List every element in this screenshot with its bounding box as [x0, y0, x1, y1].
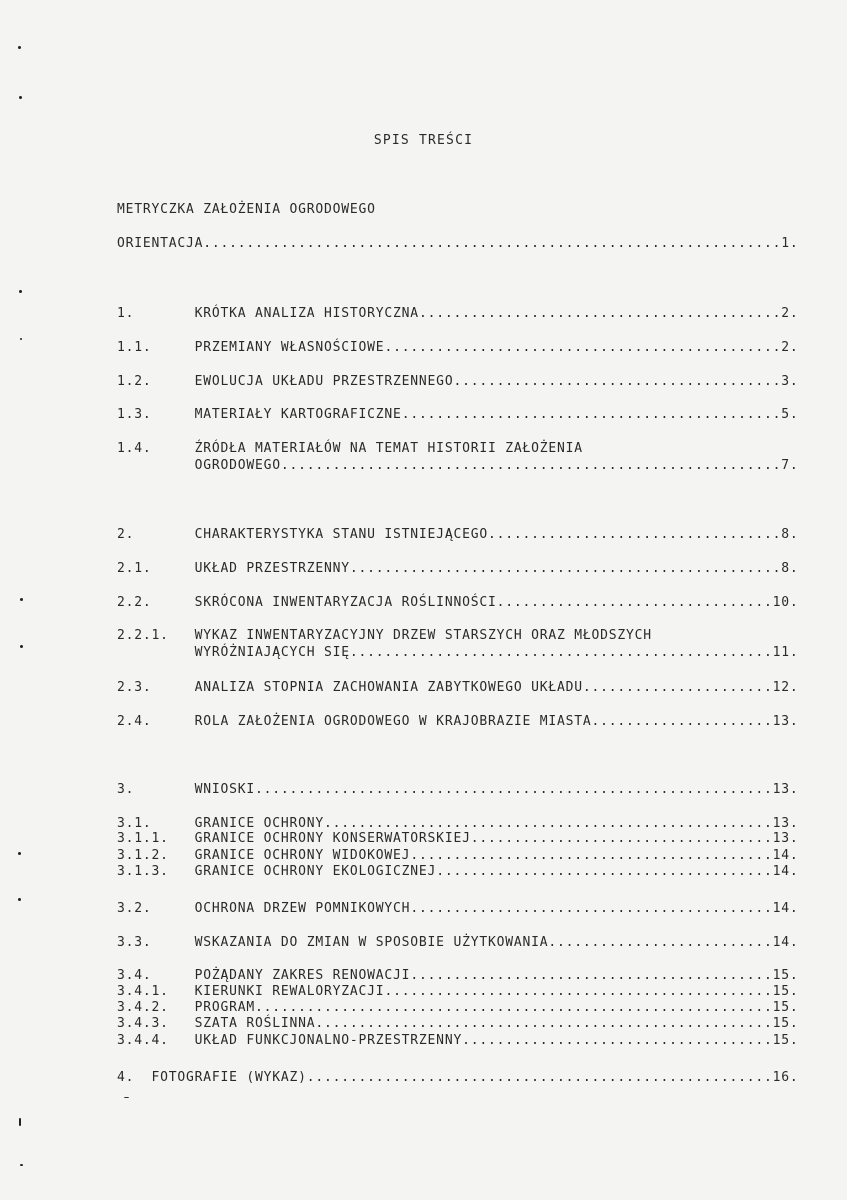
toc-entry-title: WSKAZANIA DO ZMIAN W SPOSOBIE UŻYTKOWANIA — [194, 935, 549, 950]
toc-entry-number: 2.4. — [117, 714, 195, 729]
toc-leader-dots: .......................................................... — [280, 458, 782, 473]
toc-entry-number: 3.4.4. — [117, 1033, 195, 1048]
toc-leader-dots: .......................... — [548, 935, 773, 950]
toc-entry-page: 12. — [772, 680, 799, 695]
toc-entry — [117, 1000, 799, 1016]
toc-entry-title: OCHRONA DRZEW POMNIKOWYCH — [194, 901, 411, 916]
toc-entry-page: 5. — [781, 407, 799, 422]
toc-leader-dots: ....................................... — [436, 864, 773, 879]
toc-entry-page: 14. — [772, 848, 799, 863]
toc-entry-number: 1.2. — [117, 374, 195, 389]
toc-entry-page: 15. — [772, 1000, 799, 1015]
scan-speck — [20, 598, 23, 601]
toc-leader-dots: .................................................. — [349, 561, 782, 576]
toc-entry-title: ROLA ZAŁOŻENIA OGRODOWEGO W KRAJOBRAZIE MIASTA — [194, 714, 592, 729]
toc-entry-page: 14. — [772, 864, 799, 879]
toc-entry-number: 4. — [117, 1070, 152, 1085]
toc-leader-dots: ...................................... — [453, 374, 782, 389]
toc-entry-number: 3.1. — [117, 816, 195, 831]
toc-entry-number: 3.4.2. — [117, 1000, 195, 1015]
toc-entry-number: 3.1.2. — [117, 848, 195, 863]
toc-entry-title: EWOLUCJA UKŁADU PRZESTRZENNEGO — [194, 374, 454, 389]
scan-speck — [20, 338, 22, 340]
toc-entry-page: 10. — [772, 595, 799, 610]
toc-entry — [117, 968, 799, 984]
scan-speck — [18, 852, 21, 855]
toc-leader-dots: ................................... — [470, 831, 773, 846]
toc-entry — [117, 848, 799, 864]
toc-entry-title: UKŁAD FUNKCJONALNO-PRZESTRZENNY — [194, 1033, 463, 1048]
toc-entry-page: 15. — [772, 1016, 799, 1031]
toc-entry-title: ORIENTACJA — [117, 236, 204, 251]
toc-entry — [117, 458, 799, 474]
toc-entry — [117, 595, 799, 611]
toc-entry-title: GRANICE OCHRONY — [194, 816, 325, 831]
toc-entry-page: 8. — [781, 561, 799, 576]
toc-entry-page: 13. — [772, 831, 799, 846]
toc-leader-dots: .................................................... — [324, 816, 773, 831]
toc-entry-title: MATERIAŁY KARTOGRAFICZNE — [194, 407, 402, 422]
toc-leader-dots: ................................................. — [349, 645, 773, 660]
toc-entry-number — [117, 645, 195, 660]
toc-leader-dots: ............................................................ — [255, 782, 773, 797]
toc-entry-page: 15. — [772, 984, 799, 999]
toc-entry — [117, 441, 583, 457]
toc-entry-title: PROGRAM — [194, 1000, 256, 1015]
toc-leader-dots: .......................................... — [418, 306, 782, 321]
toc-entry — [117, 561, 799, 577]
toc-entry-title: GRANICE OCHRONY EKOLOGICZNEJ — [194, 864, 437, 879]
toc-entry-page: 11. — [772, 645, 799, 660]
toc-entry — [117, 816, 799, 832]
toc-entry — [117, 901, 799, 917]
toc-entry-page: 16. — [772, 1070, 799, 1085]
toc-entry-number: 2. — [117, 527, 195, 542]
toc-entry-number: 1.4. — [117, 441, 195, 456]
toc-entry-title: POŻĄDANY ZAKRES RENOWACJI — [194, 968, 411, 983]
toc-leader-dots: ..................... — [591, 714, 773, 729]
toc-entry-title: CHARAKTERYSTYKA STANU ISTNIEJĄCEGO — [194, 527, 488, 542]
toc-entry-page: 15. — [772, 968, 799, 983]
toc-entry — [117, 306, 799, 322]
toc-entry — [117, 680, 799, 696]
toc-entry — [117, 1070, 799, 1086]
toc-entry — [117, 984, 799, 1000]
toc-entry-number: 1. — [117, 306, 195, 321]
toc-entry — [117, 782, 799, 798]
toc-entry-title: FOTOGRAFIE (WYKAZ) — [151, 1070, 307, 1085]
toc-entry-page: 2. — [781, 306, 799, 321]
toc-entry-number: 3.4.3. — [117, 1016, 195, 1031]
toc-entry-page: 3. — [781, 374, 799, 389]
toc-entry-title: SZATA ROŚLINNA — [194, 1016, 316, 1031]
toc-entry-page: 1. — [781, 236, 799, 251]
toc-entry-number: 1.1. — [117, 340, 195, 355]
toc-entry-page: 14. — [772, 935, 799, 950]
toc-entry-page: 2. — [781, 340, 799, 355]
toc-entry-number: 3.3. — [117, 935, 195, 950]
toc-entry-number: 1.3. — [117, 407, 195, 422]
toc-entry — [117, 645, 799, 661]
toc-entry-page: 13. — [772, 782, 799, 797]
page-title: SPIS TREŚCI — [373, 133, 474, 148]
toc-leader-dots: .............................................. — [384, 340, 782, 355]
toc-entry-page: 15. — [772, 1033, 799, 1048]
toc-entry-title: GRANICE OCHRONY KONSERWATORSKIEJ — [194, 831, 471, 846]
toc-entry-title: METRYCZKA ZAŁOŻENIA OGRODOWEGO — [117, 202, 376, 217]
toc-entry — [117, 202, 376, 218]
toc-entry-number: 3. — [117, 782, 195, 797]
toc-entry-title: ANALIZA STOPNIA ZACHOWANIA ZABYTKOWEGO UKŁADU — [194, 680, 583, 695]
toc-leader-dots: .......................................... — [410, 901, 773, 916]
toc-leader-dots: ............................................ — [401, 407, 782, 422]
toc-entry-number: 3.2. — [117, 901, 195, 916]
toc-entry — [117, 1016, 799, 1032]
toc-leader-dots: ................................................................... — [203, 236, 782, 251]
toc-entry — [117, 628, 652, 644]
toc-entry-title: WYRÓŻNIAJĄCYCH SIĘ — [194, 645, 350, 660]
scan-speck — [19, 96, 22, 99]
scan-speck — [124, 1097, 129, 1098]
toc-entry-title: KIERUNKI REWALORYZACJI — [194, 984, 385, 999]
scan-speck — [19, 290, 22, 293]
toc-entry — [117, 1033, 799, 1049]
toc-entry-page: 14. — [772, 901, 799, 916]
toc-entry-title: SKRÓCONA INWENTARYZACJA ROŚLINNOŚCI — [194, 595, 497, 610]
scan-speck — [20, 1164, 23, 1166]
scan-speck — [20, 645, 23, 648]
toc-entry-number: 3.1.1. — [117, 831, 195, 846]
toc-leader-dots: ...................................................... — [306, 1070, 773, 1085]
toc-entry — [117, 831, 799, 847]
toc-entry-title: OGRODOWEGO — [194, 458, 281, 473]
toc-leader-dots: .................................... — [462, 1033, 773, 1048]
toc-entry — [117, 527, 799, 543]
toc-entry — [117, 407, 799, 423]
toc-entry-title: PRZEMIANY WŁASNOŚCIOWE — [194, 340, 385, 355]
toc-entry — [117, 340, 799, 356]
toc-entry-number: 2.1. — [117, 561, 195, 576]
toc-leader-dots: ............................................. — [384, 984, 773, 999]
toc-entry-number: 2.2. — [117, 595, 195, 610]
toc-entry — [117, 236, 799, 252]
toc-entry-page: 13. — [772, 714, 799, 729]
scan-speck — [18, 898, 21, 901]
toc-entry-title: ŹRÓDŁA MATERIAŁÓW NA TEMAT HISTORII ZAŁOŻENIA — [194, 441, 583, 456]
toc-leader-dots: ................................ — [496, 595, 773, 610]
toc-entry — [117, 714, 799, 730]
toc-entry-number: 2.2.1. — [117, 628, 195, 643]
toc-entry-number — [117, 458, 195, 473]
toc-leader-dots: ............................................................ — [255, 1000, 773, 1015]
toc-entry-title: WNIOSKI — [194, 782, 256, 797]
scan-speck — [18, 46, 21, 49]
toc-entry — [117, 864, 799, 880]
toc-entry-page: 13. — [772, 816, 799, 831]
toc-entry-title: GRANICE OCHRONY WIDOKOWEJ — [194, 848, 411, 863]
scan-speck — [19, 1118, 21, 1126]
toc-entry-page: 7. — [781, 458, 799, 473]
toc-leader-dots: .......................................... — [410, 968, 773, 983]
toc-entry-title: WYKAZ INWENTARYZACYJNY DRZEW STARSZYCH ORAZ MŁODSZYCH — [194, 628, 652, 643]
toc-entry-page: 8. — [781, 527, 799, 542]
toc-entry-title: KRÓTKA ANALIZA HISTORYCZNA — [194, 306, 419, 321]
toc-leader-dots: .......................................... — [410, 848, 773, 863]
toc-entry-title: UKŁAD PRZESTRZENNY — [194, 561, 350, 576]
toc-leader-dots: ..................................................... — [315, 1016, 773, 1031]
toc-leader-dots: .................................. — [487, 527, 782, 542]
toc-entry-number: 2.3. — [117, 680, 195, 695]
toc-entry-number: 3.4.1. — [117, 984, 195, 999]
toc-entry — [117, 935, 799, 951]
toc-entry-number: 3.1.3. — [117, 864, 195, 879]
toc-entry-number: 3.4. — [117, 968, 195, 983]
toc-leader-dots: ...................... — [582, 680, 773, 695]
toc-entry — [117, 374, 799, 390]
